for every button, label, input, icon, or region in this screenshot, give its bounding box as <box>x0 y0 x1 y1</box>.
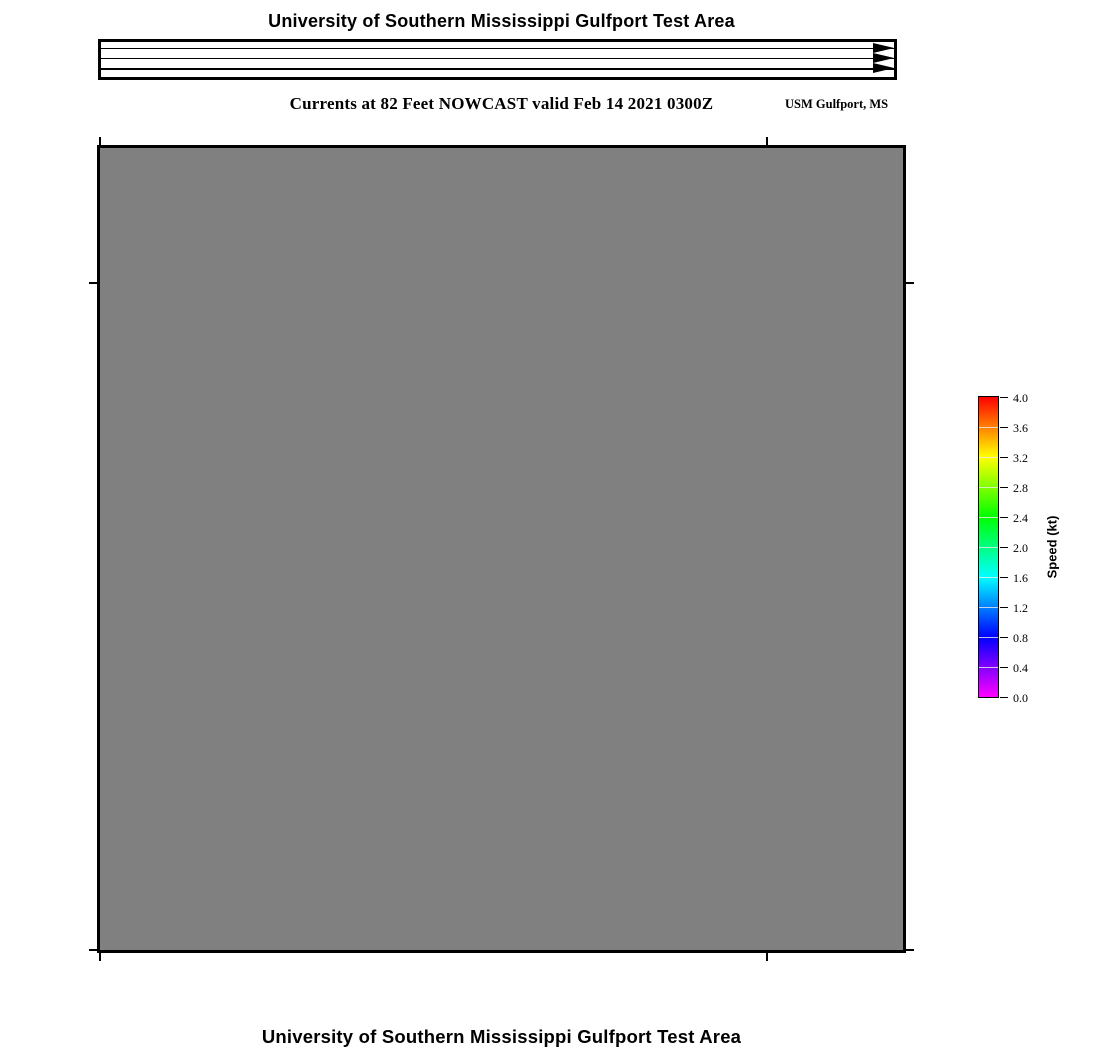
colorbar-segment-line <box>979 547 998 548</box>
map-grid-tick-left <box>89 282 97 284</box>
colorbar-tick <box>1000 697 1008 699</box>
colorbar-segment-line <box>979 667 998 668</box>
colorbar-tick-label: 2.4 <box>1013 510 1028 525</box>
colorbar-segment-line <box>979 487 998 488</box>
speed-colorbar <box>978 390 1098 706</box>
colorbar-segment-line <box>979 517 998 518</box>
right-arrow-icon <box>873 63 894 73</box>
colorbar-tick-label: 1.2 <box>1013 600 1028 615</box>
banner-stripe <box>101 48 894 50</box>
colorbar-tick <box>1000 457 1008 459</box>
colorbar-tick-label: 0.4 <box>1013 660 1028 675</box>
colorbar-tick <box>1000 577 1008 579</box>
colorbar-tick <box>1000 397 1008 399</box>
banner-stripe <box>101 68 894 70</box>
banner-stripe <box>101 58 894 60</box>
map-grid-tick-right <box>906 949 914 951</box>
colorbar-tick <box>1000 547 1008 549</box>
colorbar-tick-label: 3.6 <box>1013 420 1028 435</box>
colorbar-segment-line <box>979 427 998 428</box>
map-grid-tick-top <box>766 137 768 145</box>
colorbar-tick <box>1000 517 1008 519</box>
colorbar-segment-line <box>979 577 998 578</box>
map-canvas <box>97 145 906 953</box>
colorbar-axis-label: Speed (kt) <box>1044 515 1060 579</box>
current-legend-banner <box>98 39 897 80</box>
colorbar-tick <box>1000 487 1008 489</box>
forecast-subtitle: Currents at 82 Feet NOWCAST valid Feb 14 2021 0300Z <box>289 94 714 113</box>
colorbar-tick-label: 3.2 <box>1013 450 1028 465</box>
map-grid-tick-bottom <box>766 953 768 961</box>
colorbar-segment-line <box>979 457 998 458</box>
page-title: University of Southern Mississippi Gulfport Test Area <box>268 11 735 31</box>
map-grid-tick-left <box>89 949 97 951</box>
colorbar-segment-line <box>979 637 998 638</box>
colorbar-tick-label: 0.8 <box>1013 630 1028 645</box>
colorbar-tick <box>1000 427 1008 429</box>
right-arrow-icon <box>873 43 894 53</box>
colorbar-tick-label: 0.0 <box>1013 690 1028 705</box>
right-arrow-icon <box>873 53 894 63</box>
colorbar-tick-label: 1.6 <box>1013 570 1028 585</box>
provider-label: USM Gulfport, MS <box>785 97 889 111</box>
colorbar-gradient <box>978 396 999 698</box>
map-grid-tick-top <box>99 137 101 145</box>
colorbar-tick-label: 2.8 <box>1013 480 1028 495</box>
colorbar-tick-label: 2.0 <box>1013 540 1028 555</box>
colorbar-segment-line <box>979 607 998 608</box>
colorbar-tick <box>1000 637 1008 639</box>
map-grid-tick-right <box>906 282 914 284</box>
colorbar-tick-label: 4.0 <box>1013 390 1028 405</box>
colorbar-tick <box>1000 667 1008 669</box>
map-grid-tick-bottom <box>99 953 101 961</box>
footer-title: University of Southern Mississippi Gulfport Test Area <box>261 1026 742 1047</box>
colorbar-tick <box>1000 607 1008 609</box>
